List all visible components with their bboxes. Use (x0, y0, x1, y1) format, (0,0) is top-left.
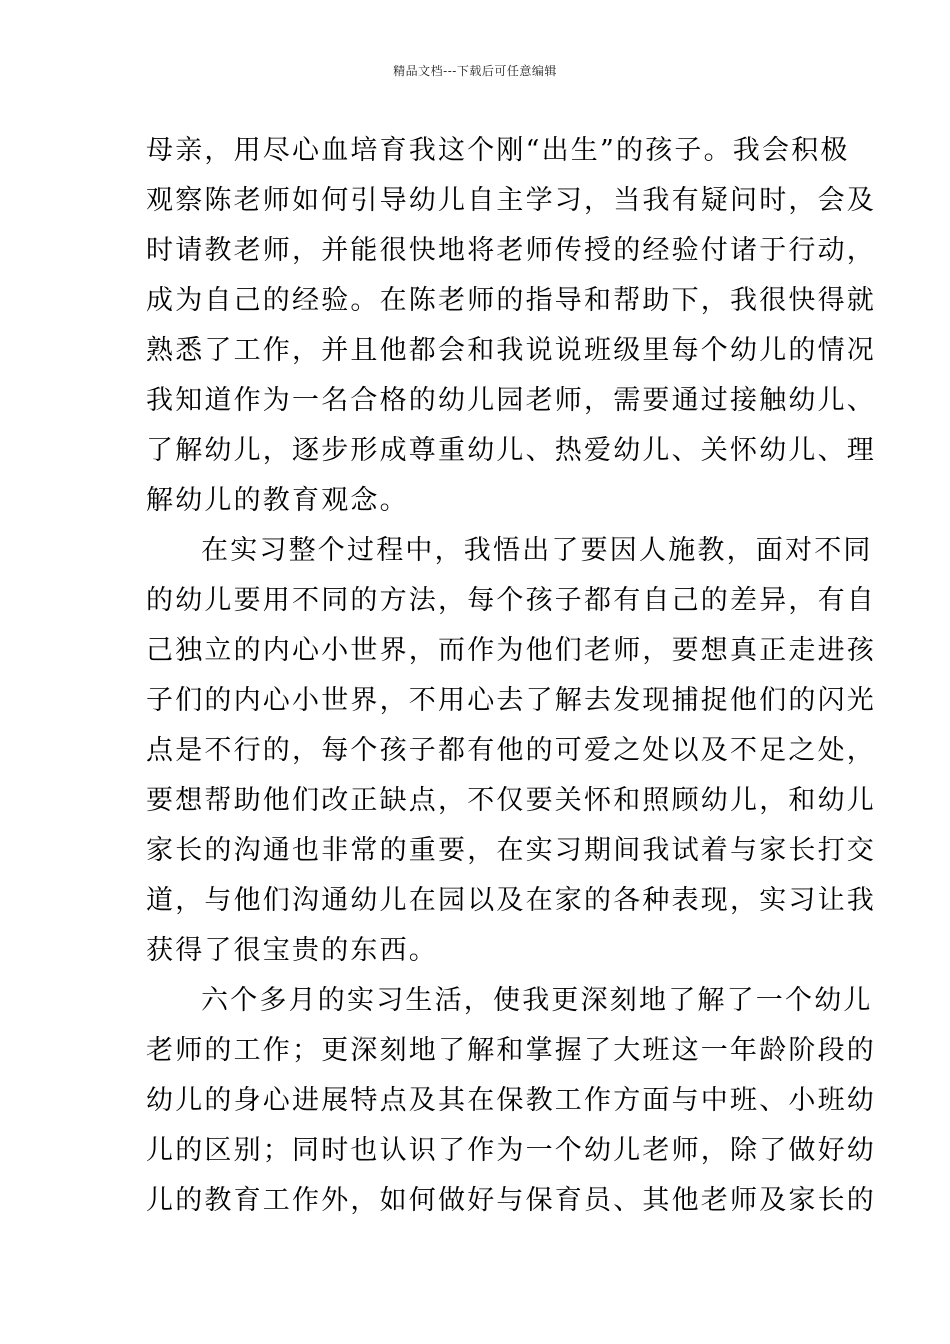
text-line: 观察陈老师如何引导幼儿自主学习，当我有疑问时，会及 (146, 185, 876, 216)
text-line: 点是不行的，每个孩子都有他的可爱之处以及不足之处， (146, 735, 876, 766)
text-line: 幼儿的身心进展特点及其在保教工作方面与中班、小班幼 (146, 1085, 876, 1116)
text-line: 六个多月的实习生活，使我更深刻地了解了一个幼儿 (201, 985, 873, 1016)
text-line: 成为自己的经验。在陈老师的指导和帮助下，我很快得就 (146, 285, 876, 316)
text-line: 熟悉了工作，并且他都会和我说说班级里每个幼儿的情况 (146, 335, 876, 366)
text-line: 要想帮助他们改正缺点，不仅要关怀和照顾幼儿，和幼儿 (146, 785, 876, 816)
text-line: 儿的教育工作外，如何做好与保育员、其他老师及家长的 (146, 1185, 876, 1216)
text-line: 在实习整个过程中，我悟出了要因人施教，面对不同 (201, 535, 873, 566)
text-line: 己独立的内心小世界，而作为他们老师，要想真正走进孩 (146, 635, 876, 666)
text-line: 解幼儿的教育观念。 (146, 485, 409, 516)
paragraph (146, 526, 876, 976)
text-line: 我知道作为一名合格的幼儿园老师，需要通过接触幼儿、 (146, 385, 876, 416)
document-body (146, 126, 876, 1226)
text-line: 时请教老师，并能很快地将老师传授的经验付诸于行动， (146, 235, 876, 266)
text-line: 子们的内心小世界，不用心去了解去发现捕捉他们的闪光 (146, 685, 876, 716)
text-line: 母亲，用尽心血培育我这个刚“出生”的孩子。我会积极 (146, 135, 850, 166)
text-line: 的幼儿要用不同的方法，每个孩子都有自己的差异，有自 (146, 585, 876, 616)
text-line: 家长的沟通也非常的重要，在实习期间我试着与家长打交 (146, 835, 876, 866)
page-header: 精品文档---下载后可任意编辑 (393, 64, 557, 78)
text-line: 道，与他们沟通幼儿在园以及在家的各种表现，实习让我 (146, 885, 876, 916)
paragraph (146, 976, 876, 1226)
text-line: 了解幼儿，逐步形成尊重幼儿、热爱幼儿、关怀幼儿、理 (146, 435, 876, 466)
paragraph (146, 126, 876, 526)
text-line: 老师的工作；更深刻地了解和掌握了大班这一年龄阶段的 (146, 1035, 876, 1066)
text-line: 获得了很宝贵的东西。 (146, 935, 438, 966)
text-line: 儿的区别；同时也认识了作为一个幼儿老师，除了做好幼 (146, 1135, 876, 1166)
